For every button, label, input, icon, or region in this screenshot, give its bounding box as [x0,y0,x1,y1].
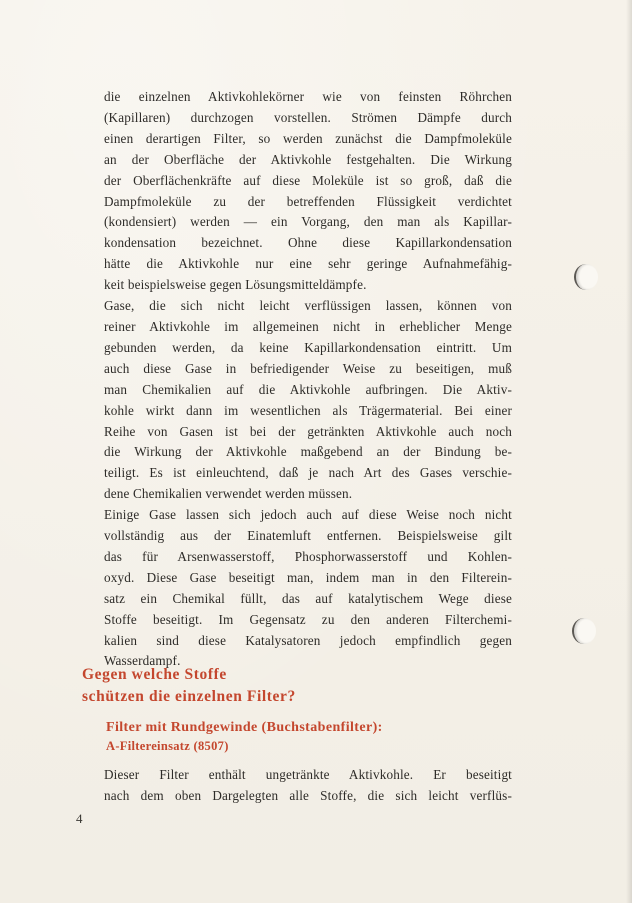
section-heading-line: Gegen welche Stoffe [82,666,227,683]
text-line: die Wirkung der Aktivkohle maßgebend an der Bindung be- [104,444,512,460]
text-line: hätte die Aktivkohle nur eine sehr geringe Aufnahmefähig- [104,256,512,272]
subsection-title: Filter mit Rundgewinde (Buchstabenfilter): [106,720,383,735]
tail-paragraph [104,765,512,807]
body-text [104,87,512,672]
text-line: man Chemikalien auf die Aktivkohle aufbringen. Die Aktiv- [104,381,512,397]
text-line: reiner Aktivkohle im allgemeinen nicht in erheblicher Menge [104,318,512,334]
text-line: der Oberflächenkräfte auf diese Moleküle ist so groß, daß die [104,172,512,188]
text-line: Gase, die sich nicht leicht verflüssigen lassen, können von [104,298,512,314]
text-line: teiligt. Es ist einleuchtend, daß je nach Art des Gases verschie- [104,465,512,481]
section-heading-line: schützen die einzelnen Filter? [82,688,296,705]
text-line: einen derartigen Filter, so werden zunächst die Dampfmoleküle [104,130,512,146]
text-line: satz ein Chemikal füllt, das auf katalytischem Wege diese [104,590,512,606]
text-line: dene Chemikalien verwendet werden müssen. [104,486,353,502]
text-line: (kondensiert) werden — ein Vorgang, den man als Kapillar- [104,214,512,230]
text-line: Dampfmoleküle zu der betreffenden Flüssigkeit verdichtet [104,193,512,209]
text-line: Stoffe beseitigt. Im Gegensatz zu den anderen Filterchemi- [104,611,512,627]
text-line: vollständig aus der Einatemluft entfernen. Beispielsweise gilt [104,528,512,544]
text-line: kohle wirkt dann im wesentlichen als Trägermaterial. Bei einer [104,402,512,418]
subsection-heading [106,718,526,755]
punch-hole-top [574,264,598,290]
text-line: oxyd. Diese Gase beseitigt man, indem man in den Filterein- [104,569,512,585]
page-edge-shadow [626,0,632,903]
text-line: Reihe von Gasen ist bei der getränkten Aktivkohle auch noch [104,423,512,439]
text-line: auch diese Gase in befriedigender Weise zu beseitigen, muß [104,360,512,376]
section-heading [82,664,502,708]
text-line: keit beispielsweise gegen Lösungsmitteldämpfe. [104,277,367,293]
page-number: 4 [76,811,83,826]
text-line: (Kapillaren) durchzogen vorstellen. Strömen Dämpfe durch [104,109,512,125]
text-line: kalien sind diese Katalysatoren jedoch empfindlich gegen [104,632,512,648]
text-line: kondensation bezeichnet. Ohne diese Kapillarkondensation [104,235,512,251]
text-line: Wasserdampf. [104,653,181,669]
punch-hole-bottom [572,618,596,644]
text-line: das für Arsenwasserstoff, Phosphorwasserstoff und Kohlen- [104,548,512,564]
text-line: Dieser Filter enthält ungetränkte Aktivkohle. Er beseitigt [104,767,512,782]
text-line: an der Oberfläche der Aktivkohle festgehalten. Die Wirkung [104,151,512,167]
text-line: Einige Gase lassen sich jedoch auch auf diese Weise noch nicht [104,507,512,523]
text-line: nach dem oben Dargelegten alle Stoffe, die sich leicht verflüs- [104,787,512,803]
text-line: gebunden werden, da keine Kapillarkondensation eintritt. Um [104,339,512,355]
subsection-subtitle: A-Filtereinsatz (8507) [106,739,229,753]
text-line: die einzelnen Aktivkohlekörner wie von feinsten Röhrchen [104,89,512,104]
